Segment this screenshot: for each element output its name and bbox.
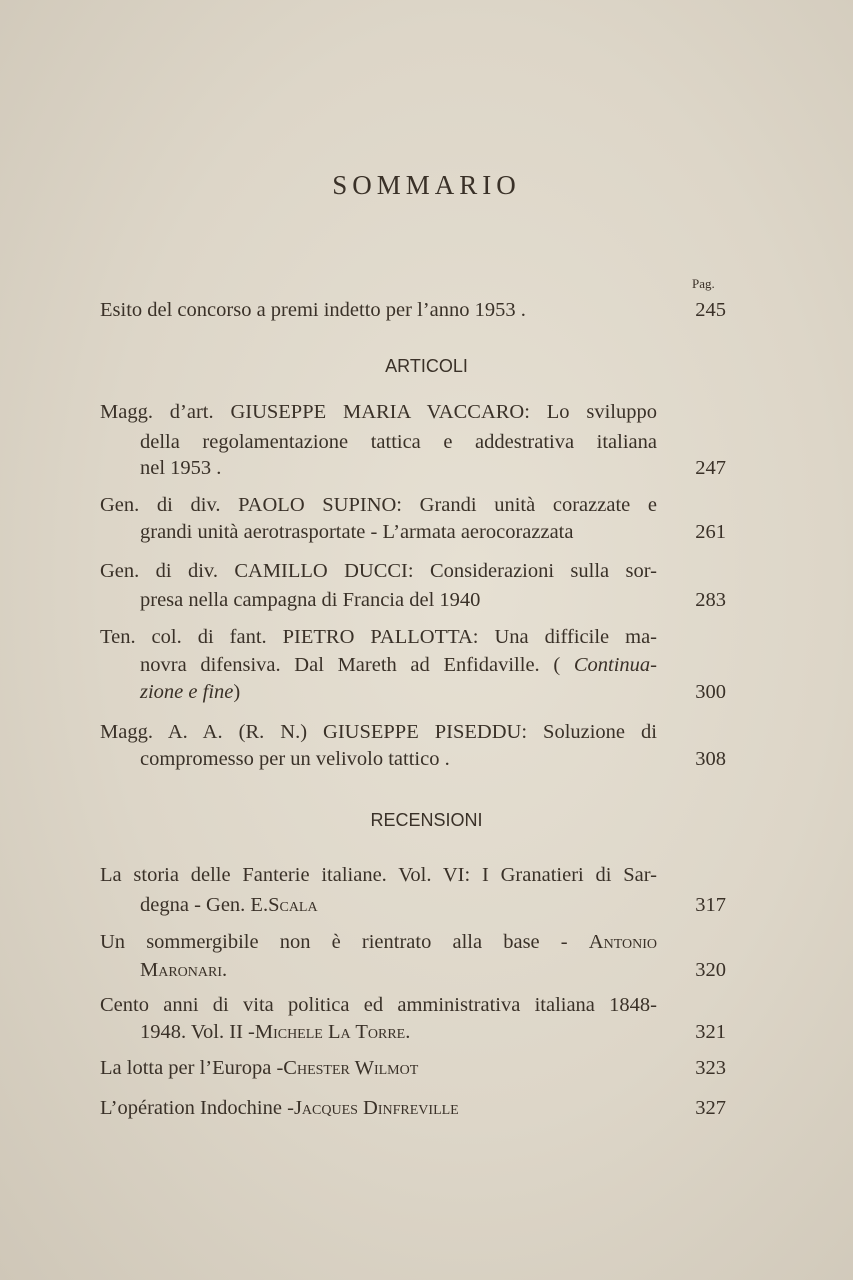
page-number: 323 xyxy=(695,1057,726,1079)
entry-text: della regolamentazione tattica e addestrativa italiana xyxy=(140,431,657,453)
toc-entry-line xyxy=(100,719,657,745)
entry-text: Continua- xyxy=(573,654,658,676)
toc-entry-line xyxy=(140,1019,657,1045)
entry-text: Esito del concorso a premi indetto per l’anno 1953 . xyxy=(100,299,526,321)
author-name: Scala xyxy=(268,894,318,916)
dot-leader xyxy=(328,892,655,918)
section-heading: RECENSIONI xyxy=(370,810,483,830)
entry-text: novra difensiva. Dal Mareth ad Enfidaville. ( xyxy=(140,654,561,676)
dot-leader xyxy=(536,297,655,323)
page-number: 283 xyxy=(695,589,726,611)
page-number: 321 xyxy=(695,1021,726,1043)
page-number: 300 xyxy=(695,681,726,703)
entry-text: Un sommergibile non è rientrato alla base - xyxy=(100,931,589,953)
page-number: 247 xyxy=(695,457,726,479)
toc-entry-line xyxy=(140,455,657,481)
entry-text: L’opération Indochine - xyxy=(100,1097,294,1119)
author-name: Antonio xyxy=(588,931,657,953)
toc-entry-line xyxy=(100,297,657,323)
toc-entry-line xyxy=(140,652,657,678)
author-name: Maronari xyxy=(140,959,223,981)
entry-text: . xyxy=(222,959,228,981)
entry-text: Gen. di div. PAOLO SUPINO: Grandi unità corazzate e xyxy=(100,494,657,516)
entry-text: Magg. A. A. (R. N.) GIUSEPPE PISEDDU: Soluzione di xyxy=(100,721,657,743)
page-number: 327 xyxy=(695,1097,726,1119)
page-number: 320 xyxy=(695,959,726,981)
entry-text: grandi unità aerotrasportate - L’armata aerocorazzata xyxy=(140,521,574,543)
dot-leader xyxy=(428,1055,655,1081)
dot-leader xyxy=(231,455,655,481)
page-number: 261 xyxy=(695,521,726,543)
toc-entry-line xyxy=(100,399,657,425)
author-name: Jacques Dinfreville xyxy=(293,1097,459,1119)
dot-leader xyxy=(583,519,655,545)
toc-entry-line xyxy=(140,519,657,545)
entry-text: degna - Gen. E. xyxy=(140,894,269,916)
author-name: Chester Wilmot xyxy=(283,1057,419,1079)
dot-leader xyxy=(420,1019,655,1045)
entry-text: zione e fine xyxy=(140,681,234,703)
page-number: 317 xyxy=(695,894,726,916)
entry-text: compromesso per un velivolo tattico . xyxy=(140,748,450,770)
toc-entry-line xyxy=(140,679,657,705)
page-title: SOMMARIO xyxy=(332,170,521,200)
dot-leader xyxy=(237,957,655,983)
entry-text: presa nella campagna di Francia del 1940 xyxy=(140,589,481,611)
dot-leader xyxy=(490,587,655,613)
entry-text: Ten. col. di fant. PIETRO PALLOTTA: Una difficile ma- xyxy=(100,626,657,648)
dot-leader xyxy=(469,1095,655,1121)
dot-leader xyxy=(250,679,655,705)
entry-text: nel 1953 . xyxy=(140,457,222,479)
toc-entry-line xyxy=(100,558,657,584)
page-column-label: Pag. xyxy=(692,276,715,291)
toc-entry-line xyxy=(100,624,657,650)
entry-text: Gen. di div. CAMILLO DUCCI: Considerazioni sulla sor- xyxy=(100,560,657,582)
entry-text: ) xyxy=(233,681,241,703)
entry-text: Magg. d’art. GIUSEPPE MARIA VACCARO: Lo sviluppo xyxy=(100,401,657,423)
toc-entry-line xyxy=(100,1095,657,1121)
toc-entry-line xyxy=(100,1055,657,1081)
toc-entry-line xyxy=(100,929,657,955)
entry-text: Cento anni di vita politica ed amministrativa italiana 1848- xyxy=(100,994,657,1016)
entry-text: La storia delle Fanterie italiane. Vol. VI: I Granatieri di Sar- xyxy=(100,864,657,886)
toc-entry-line xyxy=(100,492,657,518)
section-heading: ARTICOLI xyxy=(385,356,468,376)
toc-entry-line xyxy=(140,746,657,772)
toc-entry-line xyxy=(140,892,657,918)
toc-entry-line xyxy=(100,862,657,888)
toc-entry-line xyxy=(140,587,657,613)
page-number: 308 xyxy=(695,748,726,770)
toc-entry-line xyxy=(140,957,657,983)
page-number: 245 xyxy=(695,299,726,321)
entry-text: 1948. Vol. II - xyxy=(140,1021,255,1043)
entry-text: . xyxy=(405,1021,411,1043)
author-name: Michele La Torre xyxy=(254,1021,406,1043)
toc-entry-line xyxy=(100,992,657,1018)
entry-text: La lotta per l’Europa - xyxy=(100,1057,284,1079)
toc-entry-line xyxy=(140,429,657,455)
dot-leader xyxy=(460,746,655,772)
